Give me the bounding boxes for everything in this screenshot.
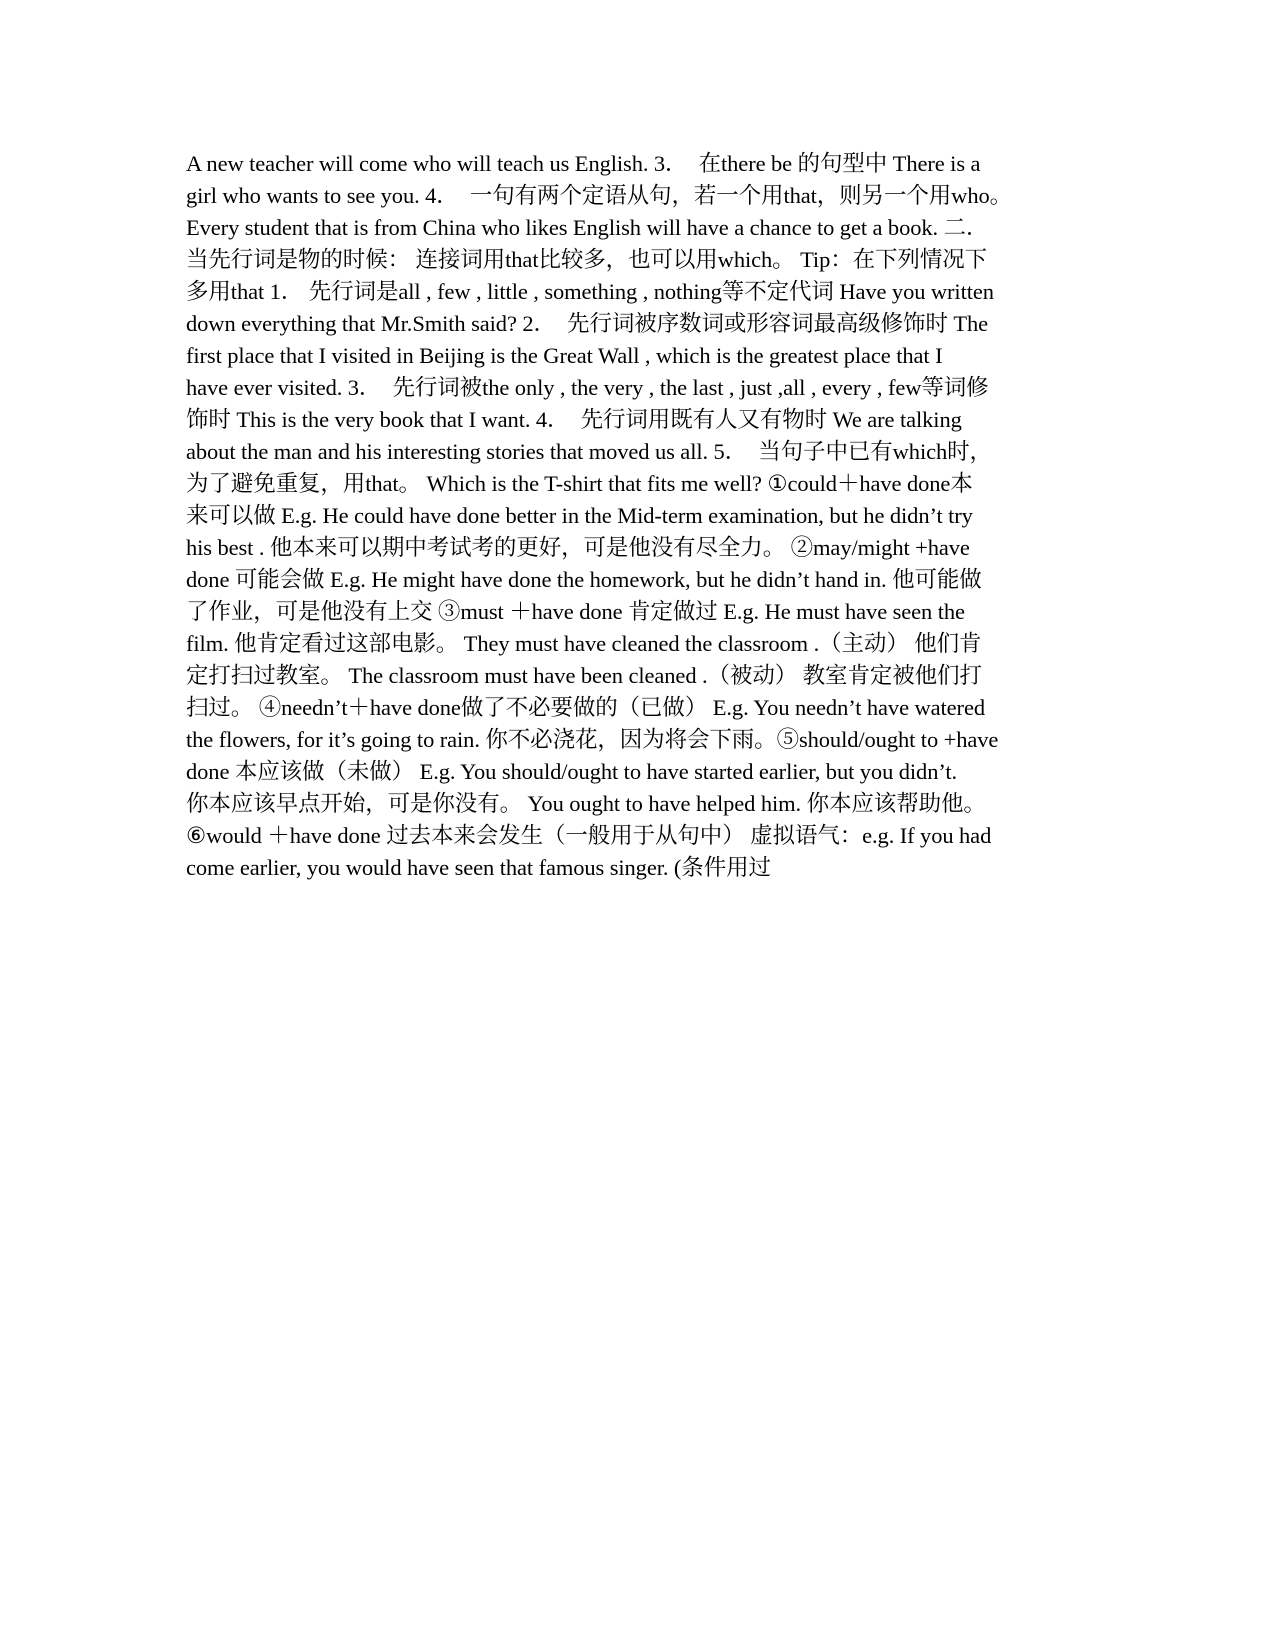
text-line: 为了避免重复，用that。 Which is the T-shirt that fits me well? ①could＋have done本: [186, 471, 973, 496]
body-text: [186, 148, 1106, 884]
text-line: 来可以做 E.g. He could have done better in the Mid-term examination, but he didn’t try: [186, 503, 973, 528]
text-line: come earlier, you would have seen that famous singer. (条件用过: [186, 855, 771, 880]
text-line: A new teacher will come who will teach us English. 3． 在there be 的句型中 There is a: [186, 151, 981, 176]
text-line: done 可能会做 E.g. He might have done the homework, but he didn’t hand in. 他可能做: [186, 567, 982, 592]
text-line: Every student that is from China who likes English will have a chance to get a book. 二．: [186, 215, 989, 240]
text-line: 饰时 This is the very book that I want. 4． 先行词用既有人又有物时 We are talking: [186, 407, 962, 432]
text-line: his best . 他本来可以期中考试考的更好，可是他没有尽全力。 ②may/might +have: [186, 535, 970, 560]
text-line: first place that I visited in Beijing is the Great Wall , which is the greatest place that I: [186, 343, 943, 368]
text-line: ⑥would ＋have done 过去本来会发生（一般用于从句中） 虚拟语气：e.g. If you had: [186, 823, 992, 848]
text-line: girl who wants to see you. 4． 一句有两个定语从句，若一个用that，则另一个用who。: [186, 183, 1013, 208]
text-line: 当先行词是物的时候： 连接词用that比较多，也可以用which。 Tip：在下列情况下: [186, 247, 988, 272]
text-line: 定打扫过教室。 The classroom must have been cleaned .（被动） 教室肯定被他们打: [186, 663, 982, 688]
text-line: 扫过。 ④needn’t＋have done做了不必要做的（已做） E.g. You needn’t have watered: [186, 695, 985, 720]
text-line: the flowers, for it’s going to rain. 你不必浇花，因为将会下雨。⑤should/ought to +have: [186, 727, 999, 752]
text-line: 你本应该早点开始，可是你没有。 You ought to have helped him. 你本应该帮助他。: [186, 791, 986, 816]
text-line: down everything that Mr.Smith said? 2． 先行词被序数词或形容词最高级修饰时 The: [186, 311, 989, 336]
text-line: about the man and his interesting stories that moved us all. 5． 当句子中已有which时，: [186, 439, 992, 464]
text-line: 多用that 1． 先行词是all , few , little , something , nothing等不定代词 Have you written: [186, 279, 994, 304]
text-line: have ever visited. 3． 先行词被the only , the very , the last , just ,all , every , few等词修: [186, 375, 989, 400]
text-line: film. 他肯定看过这部电影。 They must have cleaned the classroom .（主动） 他们肯: [186, 631, 982, 656]
text-line: 了作业，可是他没有上交 ③must ＋have done 肯定做过 E.g. He must have seen the: [186, 599, 965, 624]
text-line: done 本应该做（未做） E.g. You should/ought to have started earlier, but you didn’t.: [186, 759, 958, 784]
